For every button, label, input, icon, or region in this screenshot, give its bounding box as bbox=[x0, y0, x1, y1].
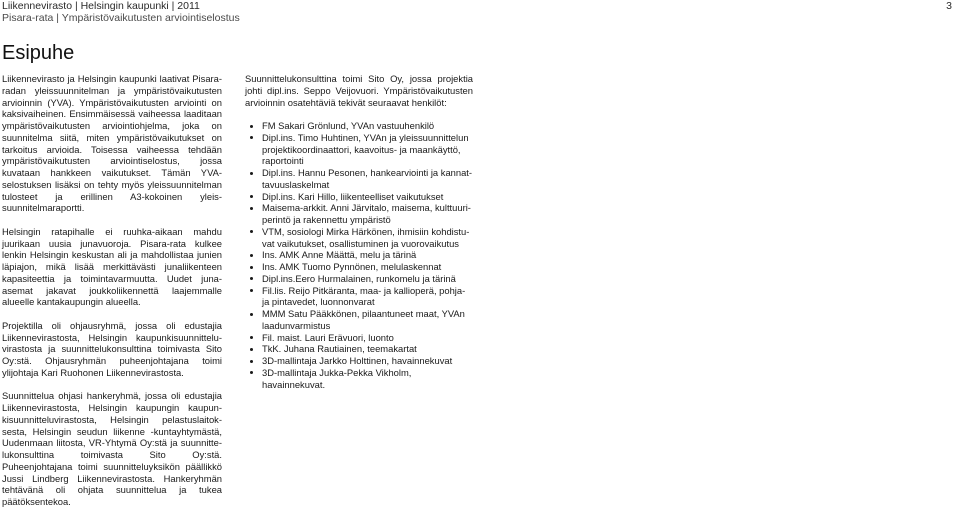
list-item: Ins. AMK Tuomo Pynnönen, melulaskennat bbox=[245, 261, 473, 273]
list-item: Dipl.ins. Hannu Pesonen, hankearviointi ja kannattavuuslaskelmat bbox=[245, 167, 473, 191]
right-column bbox=[245, 73, 473, 390]
list-item: Dipl.ins. Timo Huhtinen, YVAn ja yleissuunnittelun projektikoordinaattori, kaavoitus- ja maankäyttö, raportointi bbox=[245, 132, 473, 167]
list-item: Fil.lis. Reijo Pitkäranta, maa- ja kallioperä, pohja- ja pintavedet, luonnonvarat bbox=[245, 285, 473, 309]
list-item: Dipl.ins. Kari Hillo, liikenteelliset vaikutukset bbox=[245, 191, 473, 203]
left-column bbox=[2, 73, 222, 520]
people-list bbox=[245, 120, 473, 390]
list-item: 3D-mallintaja Jarkko Holttinen, havainnekuvat bbox=[245, 355, 473, 367]
paragraph-rail-capacity: Helsingin ratapihalle ei ruuhka-aikaan mahdu juurikaan uusia junavuoroja. Pisara-rata kulkee lenkin Helsingin keskustan ali ja mahdollistaa junien läpiajon, mikä lisää merkittävästi junaliikenteen kapasiteettia ja toimintavarmuutta. Uudet juna-asemat jakavat joukkoliikennettä laajemmalle alueelle kantakaupungin alueella. bbox=[2, 225, 222, 308]
header-line-document: Pisara-rata | Ympäristövaikutusten arviointiselostus bbox=[2, 12, 240, 24]
list-item: TkK. Juhana Rautiainen, teemakartat bbox=[245, 343, 473, 355]
paragraph-yva-intro: Liikennevirasto ja Helsingin kaupunki laativat Pisararadan yleissuunnitelman ja ympäristövaikutusten arvioinnin (YVA). Ympäristövaikutusten arviointi on kaksivaiheinen. Ensimmäisessä vaiheessa laaditaan ympäristövaikutusten arviointiohjelma, joka on suunnitelma siitä, miten ympäristövaikutukset on tarkoitus arvioida. Toisessa vaiheessa tehdään ympäristövaikutusten arviointiselostus, jossa kuvataan hankkeen vaikutukset. Tämän YVA-selostuksen lisäksi on tehty myös yleissuunnitelman tulosteet ja erillinen A3-kokoinen yleissuunnitelmaraportti. bbox=[2, 73, 222, 214]
page-number: 3 bbox=[946, 0, 952, 12]
paragraph-project-group: Suunnittelua ohjasi hankeryhmä, jossa oli edustajia Liikennevirastosta, Helsingin kaupungin kaupunkisuunnitteluvirastosta, Helsingin pelastuslaitoksesta, Helsingin seudun liikenne -kuntayhtymästä, Uudenmaan liitosta, VR-Yhtymä Oy:stä ja suunnittelukonsulttina toimivasta Sito Oy:stä. Puheenjohtajana toimi suunnitteluyksikön päällikkö Jussi Lindberg Liikennevirastosta. Hankeryhmän tehtävänä oli ohjata suunnittelua ja tukea päätöksentekoa. bbox=[2, 390, 222, 507]
header-line-publisher: Liikennevirasto | Helsingin kaupunki | 2011 bbox=[2, 0, 200, 12]
page-title: Esipuhe bbox=[2, 42, 75, 64]
list-item: Ins. AMK Anne Määttä, melu ja tärinä bbox=[245, 249, 473, 261]
list-item: VTM, sosiologi Mirka Härkönen, ihmisiin kohdistuvat vaikutukset, osallistuminen ja vuorovaikutus bbox=[245, 226, 473, 250]
list-item: MMM Satu Pääkkönen, pilaantuneet maat, YVAn laadunvarmistus bbox=[245, 308, 473, 332]
paragraph-steering-group: Projektilla oli ohjausryhmä, jossa oli edustajia Liikennevirastosta, Helsingin kaupunkisuunnitteluvirastosta ja suunnittelukonsulttina toimivasta Sito Oy:stä. Ohjausryhmän puheenjohtajana toimi ylijohtaja Kari Ruohonen Liikennevirastosta. bbox=[2, 319, 222, 378]
list-item: Fil. maist. Lauri Erävuori, luonto bbox=[245, 332, 473, 344]
list-item: 3D-mallintaja Jukka-Pekka Vikholm, havainnekuvat. bbox=[245, 367, 473, 391]
list-item: FM Sakari Grönlund, YVAn vastuuhenkilö bbox=[245, 120, 473, 132]
list-item: Dipl.ins.Eero Hurmalainen, runkomelu ja tärinä bbox=[245, 273, 473, 285]
list-item: Maisema-arkkit. Anni Järvitalo, maisema, kulttuuriperintö ja rakennettu ympäristö bbox=[245, 202, 473, 226]
running-header bbox=[2, 0, 240, 24]
paragraph-consultant: Suunnittelukonsulttina toimi Sito Oy, jossa projektia johti dipl.ins. Seppo Veijovuori. Ympäristövaikutusten arvioinnin osatehtäviä tekivät seuraavat henkilöt: bbox=[245, 73, 473, 108]
